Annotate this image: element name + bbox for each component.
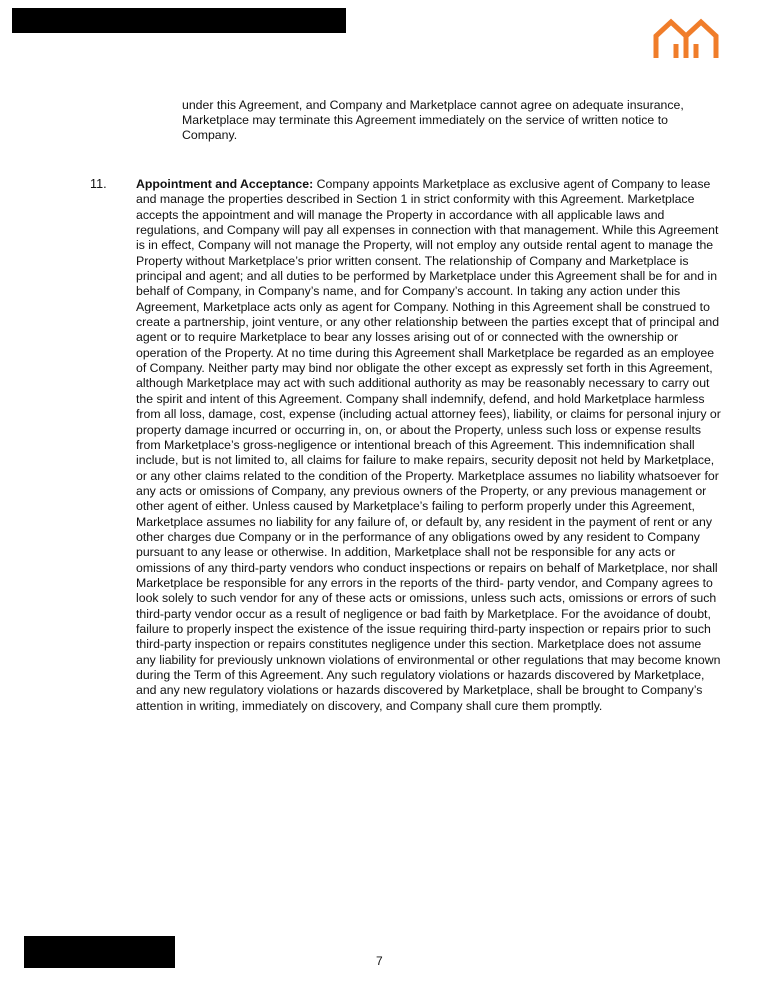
page-number: 7 bbox=[376, 954, 383, 968]
continuation-paragraph: under this Agreement, and Company and Marketplace cannot agree on adequate insurance, Marketplace may terminate this Agreement immediately on the service of written notice to Company. bbox=[182, 98, 684, 143]
section-body-text: Company appoints Marketplace as exclusive agent of Company to lease and manage the properties described in Section 1 in strict conformity with this Agreement. Marketplace accepts the appointment and will manage the Property in accordance with all applicable laws and regulations, and Company will pay all expenses in connection with that management. While this Agreement is in effect, Company will not manage the Property, will not employ any outside rental agent to manage the Property without Marketplace’s prior written consent. The relationship of Company and Marketplace is principal and agent; and all duties to be performed by Marketplace under this Agreement shall be for and in behalf of Company, in Company’s name, and for Company’s account. In taking any action under this Agreement, Marketplace acts only as agent for Company. Nothing in this Agreement shall be construed to create a partnership, joint venture, or any other relationship between the parties except that of principal and agent or to require Marketplace to bear any losses arising out of or connected with the ownership or operation of the Property. At no time during this Agreement shall Marketplace be regarded as an employee of Company. Neither party may bind nor obligate the other except as expressly set forth in this Agreement, although Marketplace may act with such additional authority as may be reasonably necessary to carry out the spirit and intent of this Agreement. Company shall indemnify, defend, and hold Marketplace harmless from all loss, damage, cost, expense (including actual attorney fees), liability, or claims for personal injury or property damage incurred or occurring in, on, or about the Property, unless such loss or expense results from Marketplace’s gross-negligence or intentional breach of this Agreement. This indemnification shall include, but is not limited to, all claims for failure to make repairs, security deposit not held by Marketplace, or any other claims related to the condition of the Property. Marketplace assumes no liability whatsoever for any acts or omissions of Company, any previous owners of the Property, or any previous management or other agent of either. Unless caused by Marketplace’s failing to perform properly under this Agreement, Marketplace assumes no liability for any failure of, or default by, any resident in the payment of rent or any other charges due Company or in the performance of any obligations owed by any resident to Company pursuant to any lease or otherwise. In addition, Marketplace shall not be responsible for any acts or omissions of any third-party vendors who conduct inspections or repairs on behalf of Marketplace, nor shall Marketplace be responsible for any errors in the reports of the third- party vendor, and Company agrees to look solely to such vendor for any of these acts or omissions, unless such acts, omissions or errors of such third-party vendor occur as a result of negligence or bad faith by Marketplace. For the avoidance of doubt, failure to properly inspect the existence of the issue requiring third-party inspection or repairs prior to such third-party inspection or repairs constitutes negligence under this section. Marketplace does not assume any liability for previously unknown violations of environmental or other regulations that may become known during the Term of this Agreement. Any such regulatory violations or hazards discovered by Marketplace, and any new regulatory violations or hazards discovered by Marketplace, shall be brought to Company’s attention in writing, immediately on discovery, and Company shall cure them promptly. bbox=[136, 177, 721, 713]
section-paragraph bbox=[136, 177, 722, 714]
section-heading: Appointment and Acceptance: bbox=[136, 177, 314, 191]
house-outline-logo-icon bbox=[652, 18, 720, 60]
redaction-bar-header bbox=[12, 8, 346, 33]
redaction-bar-footer bbox=[24, 936, 175, 968]
section-number: 11. bbox=[90, 177, 107, 191]
